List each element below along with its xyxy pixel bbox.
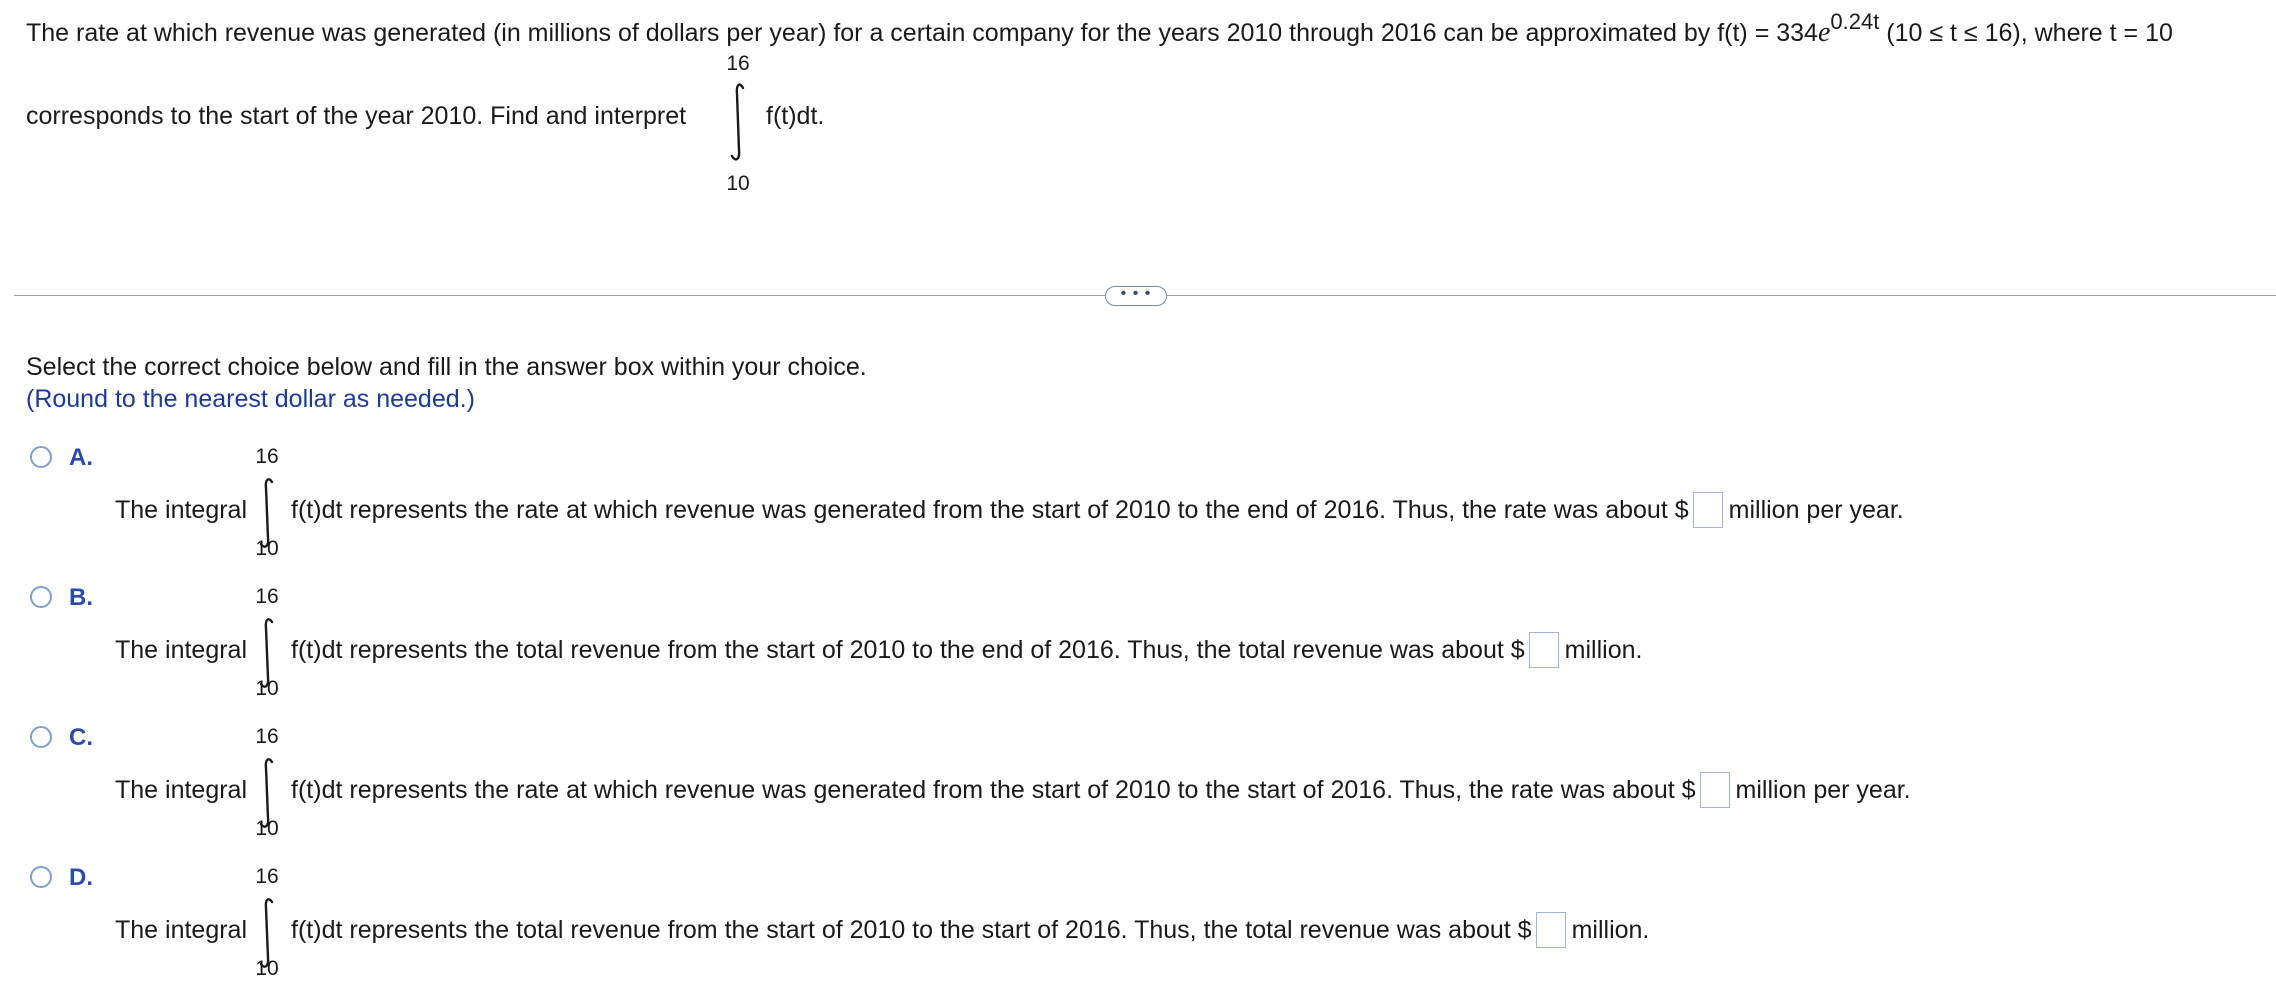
choice-letter: C. xyxy=(69,724,93,751)
integral-lower-limit: 10 xyxy=(255,957,279,980)
radio-c[interactable] xyxy=(30,726,52,748)
answer-input[interactable] xyxy=(1529,632,1559,668)
choice-integral xyxy=(247,585,291,700)
choice-text xyxy=(115,725,1911,840)
radio-a[interactable] xyxy=(30,446,52,468)
choice-text xyxy=(115,585,1643,700)
integral-upper-limit: 16 xyxy=(255,585,279,608)
integral-lower-limit: 10 xyxy=(255,817,279,840)
integral-lower-limit: 10 xyxy=(726,172,750,195)
question-integrand: f(t)dt. xyxy=(766,102,825,130)
choice-c[interactable] xyxy=(0,717,2276,857)
radio-b[interactable] xyxy=(30,586,52,608)
choice-prefix: The integral xyxy=(115,915,248,944)
answer-input[interactable] xyxy=(1536,912,1566,948)
choice-prefix: The integral xyxy=(115,635,248,664)
instruction-text: Select the correct choice below and fill in the answer box within your choice. xyxy=(26,353,867,381)
choice-text xyxy=(115,445,1904,560)
choice-prefix: The integral xyxy=(115,495,248,524)
question-text-part2: (10 ≤ t ≤ 16), where t = 10 xyxy=(1879,19,2173,47)
choice-d[interactable] xyxy=(0,857,2276,997)
answer-input[interactable] xyxy=(1700,772,1730,808)
choice-integral xyxy=(247,445,291,560)
integral-sign-icon xyxy=(728,82,748,162)
choice-suffix: million. xyxy=(1571,915,1650,944)
choice-suffix: million. xyxy=(1564,635,1643,664)
choice-prefix: The integral xyxy=(115,775,248,804)
integral-lower-limit: 10 xyxy=(255,537,279,560)
choice-text xyxy=(115,865,1650,980)
integral-lower-limit: 10 xyxy=(255,677,279,700)
question-text-line2: corresponds to the start of the year 2010. Find and interpret xyxy=(26,102,687,130)
euler-e: e xyxy=(1817,17,1831,48)
choice-body: f(t)dt represents the rate at which revenue was generated from the start of 2010 to the end of 2016. Thus, the rate was about $ xyxy=(291,495,1689,524)
choice-body: f(t)dt represents the rate at which revenue was generated from the start of 2010 to the start of 2016. Thus, the rate was about $ xyxy=(291,775,1696,804)
choice-suffix: million per year. xyxy=(1735,775,1911,804)
choice-letter: D. xyxy=(69,864,93,891)
question-line-2 xyxy=(26,102,686,131)
more-options-button[interactable]: • • • xyxy=(1105,286,1167,306)
answer-input[interactable] xyxy=(1693,492,1723,528)
choice-letter: A. xyxy=(69,444,93,471)
question-text-part1: The rate at which revenue was generated (in millions of dollars per year) for a certain company for the years 2010 through 2016 can be approximated by f(t) = 334 xyxy=(26,19,1818,47)
integral-upper-limit: 16 xyxy=(255,865,279,888)
rounding-hint: (Round to the nearest dollar as needed.) xyxy=(26,385,475,413)
choice-integral xyxy=(247,865,291,980)
exponent: 0.24t xyxy=(1830,9,1880,34)
radio-d[interactable] xyxy=(30,866,52,888)
choice-body: f(t)dt represents the total revenue from the start of 2010 to the end of 2016. Thus, the total revenue was about $ xyxy=(291,635,1525,664)
integral-upper-limit: 16 xyxy=(255,445,279,468)
integral-upper-limit: 16 xyxy=(255,725,279,748)
question-integral xyxy=(718,52,758,202)
choice-letter: B. xyxy=(69,584,93,611)
choice-integral xyxy=(247,725,291,840)
integral-upper-limit: 16 xyxy=(726,52,750,75)
choice-a[interactable] xyxy=(0,437,2276,577)
question-line-1 xyxy=(26,9,2173,49)
choice-body: f(t)dt represents the total revenue from the start of 2010 to the start of 2016. Thus, the total revenue was about $ xyxy=(291,915,1532,944)
choice-suffix: million per year. xyxy=(1728,495,1904,524)
choice-b[interactable] xyxy=(0,577,2276,717)
